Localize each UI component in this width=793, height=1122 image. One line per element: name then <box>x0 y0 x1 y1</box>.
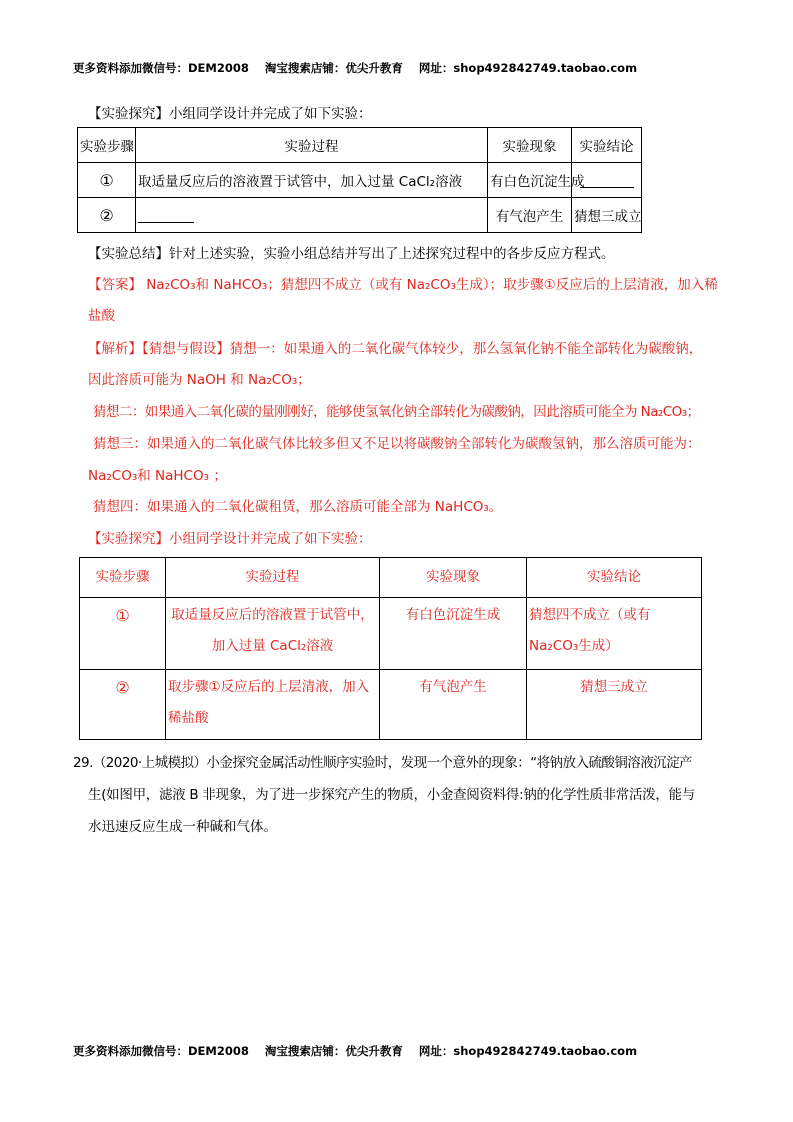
phenomenon-cell: 有白色沉淀生成 <box>488 163 572 198</box>
fill-in-blank <box>138 207 194 223</box>
table-header-cell: 实验过程 <box>166 558 380 598</box>
header-url: 网址：shop492842749.taobao.com <box>418 61 638 75</box>
procedure-cell: 取步骤①反应后的上层清液，加入稀盐酸 <box>166 670 380 740</box>
experiment-table-2 <box>79 557 702 740</box>
conclusion-cell: 猜想三成立 <box>572 198 642 233</box>
answer-line-2: 盐酸 <box>88 308 115 324</box>
table-header-cell: 实验步骤 <box>78 128 136 163</box>
procedure-cell: 取适量反应后的溶液置于试管中，加入过量 CaCl₂溶液 <box>166 598 380 670</box>
conclusion-cell: 猜想三成立 <box>527 670 702 740</box>
table-header-cell: 实验现象 <box>488 128 572 163</box>
footer-shop: 淘宝搜索店铺：优尖升教育 <box>264 1044 403 1058</box>
experiment-table-1 <box>77 127 642 233</box>
table-row <box>80 670 702 740</box>
table-header-cell: 实验步骤 <box>80 558 166 598</box>
table-row <box>80 598 702 670</box>
step-number: ② <box>80 670 166 740</box>
question-29-line-3: 水迅速反应生成一种碱和气体。 <box>88 819 277 835</box>
step-number: ① <box>80 598 166 670</box>
step-number: ① <box>78 163 136 198</box>
footer-wechat: 更多资料添加微信号：DEM2008 <box>73 1044 249 1058</box>
procedure-blank <box>136 198 488 233</box>
phenomenon-cell: 有气泡产生 <box>488 198 572 233</box>
answer-line-1: 【答案】 Na₂CO₃和 NaHCO₃；猜想四不成立（或有 Na₂CO₃生成）；取步骤①反应后的上层清液，加入稀 <box>88 277 718 293</box>
step-number: ② <box>78 198 136 233</box>
table-header-row <box>78 128 642 163</box>
table-header-row <box>80 558 702 598</box>
table-header-cell: 实验过程 <box>136 128 488 163</box>
analysis-line-7: 【实验探究】小组同学设计并完成了如下实验： <box>88 531 372 547</box>
intro-text: 【实验探究】小组同学设计并完成了如下实验： <box>88 106 372 122</box>
analysis-line-4: 猜想三：如果通入的二氧化碳气体比较多但又不足以将碳酸钠全部转化为碳酸氢钠，那么溶质可能为： <box>93 436 701 452</box>
header-wechat: 更多资料添加微信号：DEM2008 <box>73 61 249 75</box>
page-header <box>73 60 637 76</box>
table-row <box>78 163 642 198</box>
table-row <box>78 198 642 233</box>
phenomenon-cell: 有气泡产生 <box>380 670 527 740</box>
conclusion-blank <box>572 163 642 198</box>
page-footer <box>73 1043 637 1059</box>
header-shop: 淘宝搜索店铺：优尖升教育 <box>264 61 403 75</box>
footer-url: 网址：shop492842749.taobao.com <box>418 1044 638 1058</box>
question-29-line-1: 29.（2020·上城模拟）小金探究金属活动性顺序实验时，发现一个意外的现象：“将钠放入硫酸铜溶液沉淀产 <box>73 755 693 771</box>
analysis-line-6: 猜想四：如果通入的二氧化碳租赁，那么溶质可能全部为 NaHCO₃。 <box>93 499 503 515</box>
table-header-cell: 实验结论 <box>572 128 642 163</box>
conclusion-cell: 猜想四不成立（或有 Na₂CO₃生成） <box>527 598 702 670</box>
analysis-line-3: 猜想二：如果通入二氧化碳的量刚刚好，能够使氢氧化钠全部转化为碳酸钠，因此溶质可能全为 Na₂CO₃； <box>93 404 700 420</box>
analysis-line-2: 因此溶质可能为 NaOH 和 Na₂CO₃； <box>88 372 311 388</box>
procedure-cell: 取适量反应后的溶液置于试管中，加入过量 CaCl₂溶液 <box>136 163 488 198</box>
fill-in-blank <box>580 172 634 188</box>
question-29-line-2: 生(如图甲，滤液 B 非现象，为了进一步探究产生的物质，小金查阅资料得:钠的化学性质非常活泼，能与 <box>88 787 695 803</box>
table-header-cell: 实验现象 <box>380 558 527 598</box>
summary-text: 【实验总结】针对上述实验，实验小组总结并写出了上述探究过程中的各步反应方程式。 <box>88 246 615 262</box>
analysis-line-5: Na₂CO₃和 NaHCO₃ ； <box>88 468 227 484</box>
phenomenon-cell: 有白色沉淀生成 <box>380 598 527 670</box>
analysis-line-1: 【解析】【猜想与假设】猜想一：如果通入的二氧化碳气体较少，那么氢氧化钠不能全部转化为碳酸钠， <box>88 341 703 357</box>
table-header-cell: 实验结论 <box>527 558 702 598</box>
